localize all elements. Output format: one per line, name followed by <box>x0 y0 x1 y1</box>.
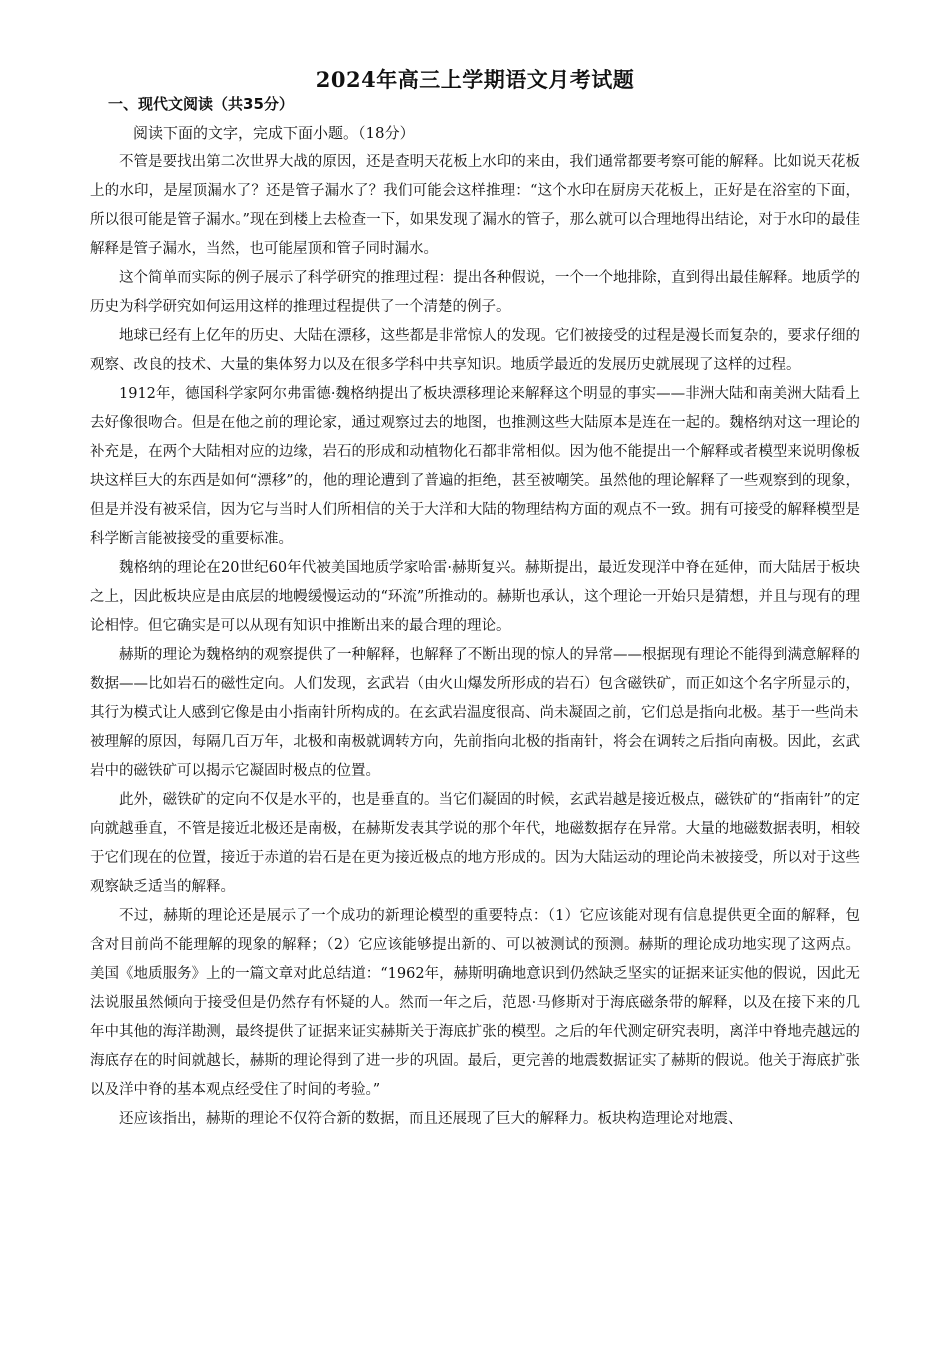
paragraph: 魏格纳的理论在20世纪60年代被美国地质学家哈雷·赫斯复兴。赫斯提出，最近发现洋中脊在延伸，而大陆居于板块之上，因此板块应是由底层的地幔缓慢运动的“环流”所推动的。赫斯也承认，这个理论一开始只是猜想，并且与现有的理论相悖。但它确实是可以从现有知识中推断出来的最合理的理论。 <box>90 560 860 634</box>
reading-passage <box>90 148 860 1134</box>
paragraph: 不管是要找出第二次世界大战的原因，还是查明天花板上水印的来由，我们通常都要考察可能的解释。比如说天花板上的水印，是屋顶漏水了？还是管子漏水了？我们可能会这样推理：“这个水印在厨房天花板上，正好是在浴室的下面，所以很可能是管子漏水。”现在到楼上去检查一下，如果发现了漏水的管子，那么就可以合理地得出结论，对于水印的最佳解释是管子漏水，当然，也可能屋顶和管子同时漏水。 <box>90 154 860 257</box>
section-heading: 一、现代文阅读（共35分） <box>108 95 294 113</box>
paragraph: 还应该指出，赫斯的理论不仅符合新的数据，而且还展现了巨大的解释力。板块构造理论对地震、 <box>119 1111 743 1127</box>
paragraph: 不过，赫斯的理论还是展示了一个成功的新理论模型的重要特点：（1）它应该能对现有信息提供更全面的解释，包含对目前尚不能理解的现象的解释；（2）它应该能够提出新的、可以被测试的预测。赫斯的理论成功地实现了这两点。美国《地质服务》上的一篇文章对此总结道：“1962年，赫斯明确地意识到仍然缺乏坚实的证据来证实他的假说，因此无法说服虽然倾向于接受但是仍然存有怀疑的人。然而一年之后，范恩·马修斯对于海底磁条带的解释，以及在接下来的几年中其他的海洋勘测，最终提供了证据来证实赫斯关于海底扩张的模型。之后的年代测定研究表明，离洋中脊地壳越远的海底存在的时间就越长，赫斯的理论得到了进一步的巩固。最后，更完善的地震数据证实了赫斯的假说。他关于海底扩张以及洋中脊的基本观点经受住了时间的考验。” <box>90 908 860 1098</box>
exam-title: 2024年高三上学期语文月考试题 <box>315 67 635 92</box>
paragraph-continuation: 被理解的原因，每隔几百万年，北极和南极就调转方向，先前指向北极的指南针，将会在调转之后指向南极。因此，玄武岩中的磁铁矿可以揭示它凝固时极点的位置。 <box>90 734 860 779</box>
paragraph: 地球已经有上亿年的历史、大陆在漂移，这些都是非常惊人的发现。它们被接受的过程是漫长而复杂的，要求仔细的观察、改良的技术、大量的集体努力以及在很多学科中共享知识。地质学最近的发展历史就展现了这样的过程。 <box>90 328 860 373</box>
paragraph: 此外，磁铁矿的定向不仅是水平的，也是垂直的。当它们凝固的时候，玄武岩越是接近极点，磁铁矿的“指南针”的定向就越垂直，不管是接近北极还是南极，在赫斯发表其学说的那个年代，地磁数据存在异常。大量的地磁数据表明，相较于它们现在的位置，接近于赤道的岩石是在更为接近极点的地方形成的。因为大陆运动的理论尚未被接受，所以对于这些观察缺乏适当的解释。 <box>90 792 860 895</box>
paragraph: 这个简单而实际的例子展示了科学研究的推理过程：提出各种假说，一个一个地排除，直到得出最佳解释。地质学的历史为科学研究如何运用这样的推理过程提供了一个清楚的例子。 <box>90 270 860 315</box>
paragraph: 1912年，德国科学家阿尔弗雷德·魏格纳提出了板块漂移理论来解释这个明显的事实——非洲大陆和南美洲大陆看上去好像很吻合。但是在他之前的理论家，通过观察过去的地图，也推测这些大陆原本是连在一起的。魏格纳对这一理论的补充是，在两个大陆相对应的边缘，岩石的形成和动植物化石都非常相似。因为他不能提出一个解释或者模型来说明像板块这样巨大的东西是如何“漂移”的，他的理论遭到了普遍的拒绝，甚至被嘲笑。虽然他的理论解释了一些观察到的现象，但是并没有被采信，因为它与当时人们所相信的关于大洋和大陆的物理结构方面的观点不一致。拥有可接受的解释模型是科学断言能被接受的重要标准。 <box>90 386 860 547</box>
reading-instruction: 阅读下面的文字，完成下面小题。（18分） <box>133 124 415 142</box>
paragraph: 赫斯的理论为魏格纳的观察提供了一种解释，也解释了不断出现的惊人的异常——根据现有理论不能得到满意解释的数据——比如岩石的磁性定向。人们发现，玄武岩（由火山爆发所形成的岩石）包含磁铁矿，而正如这个名字所显示的，其行为模式让人感到它像是由小指南针所构成的。在玄武岩温度很高、尚未凝固之前，它们总是指向北极。基于一些尚未 <box>90 647 860 721</box>
